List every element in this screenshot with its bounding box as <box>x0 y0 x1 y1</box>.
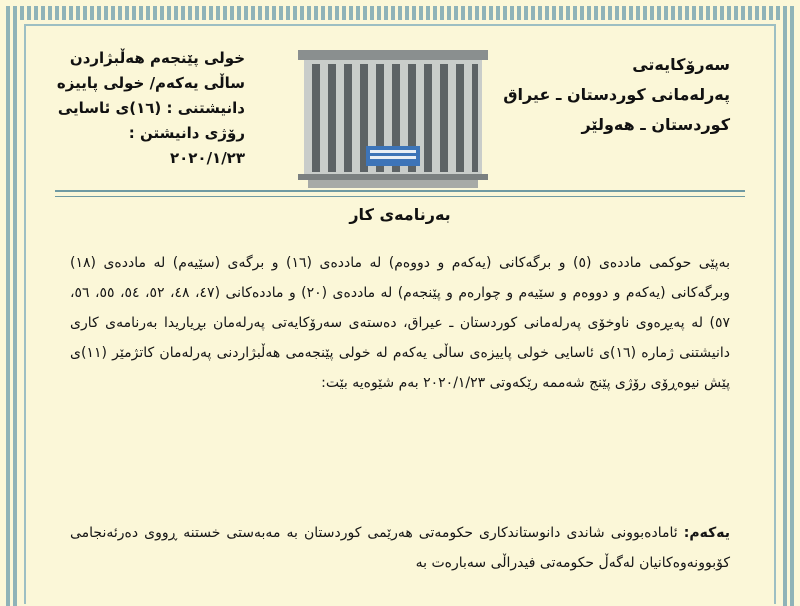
header-line: کوردستان ـ هەولێر <box>581 115 730 134</box>
session-header <box>55 46 245 171</box>
header-line: خولی پێنجەم هەڵبژاردن <box>69 49 245 67</box>
header-line: سەرۆکایەتی <box>632 55 730 74</box>
document-title: بەرنامەی کار <box>349 205 451 224</box>
header-line: ساڵی یەکەم/ خولی پاییزە <box>56 74 245 92</box>
header-line: پەرلەمانی کوردستان ـ عیراق <box>503 85 730 104</box>
paragraph-text: بەپێی حوکمی ماددەی (٥) و برگەکانی (یەکەم و دووەم) لە ماددەی (١٦) و برگەی (سێیەم) لە ماددەی (١٨) وبرگەکانی (یەکەم و دووەم و سێیەم و چوارەم و پێنجەم) لە ماددەی (٢٠) و ماددەکانی (٤٧، ٤٨، ٥٢، ٥٤، ٥٥، ٥٦، ٥٧) لە پەیڕەوی ناوخۆی پەرلەمانی کوردستان ـ عیراق، دەستەی سەرۆکایەتی پەرلەمان بڕیاریدا بەرنامەی کاری دانیشتنی ژمارە (١٦)ی ئاسایی خولی پاییزەی ساڵی یەکەم لە خولی پێنجەمی هەڵبژاردنی پەرلەمان کاتژمێر (١١)ی پێش نیوەڕۆی رۆژی پێنج شەممە رێکەوتی ٢٠٢٠/١/٢٣ بەم شێوەیە بێت: <box>70 255 731 391</box>
agenda-item-label: یەکەم: <box>683 525 730 541</box>
agenda-item-1 <box>70 518 730 578</box>
institution-header <box>500 50 730 140</box>
header-line: رۆژی دانیشتن : ٢٠٢٠/١/٢٣ <box>128 124 245 167</box>
header-divider <box>55 190 745 197</box>
header-line: دانیشتنی : (١٦)ی ئاسایی <box>57 99 245 117</box>
agenda-item-text: ئامادەبوونی شاندی دانوستاندکاری حکومەتی هەرێمی کوردستان بە مەبەستی خستنە ڕووی دەرئەنجامی کۆبوونەوەکانیان لەگەڵ حکومەتی فیدراڵی سەبارەت بە <box>70 525 730 571</box>
parliament-building-logo <box>298 50 488 188</box>
body-paragraph <box>70 248 730 398</box>
